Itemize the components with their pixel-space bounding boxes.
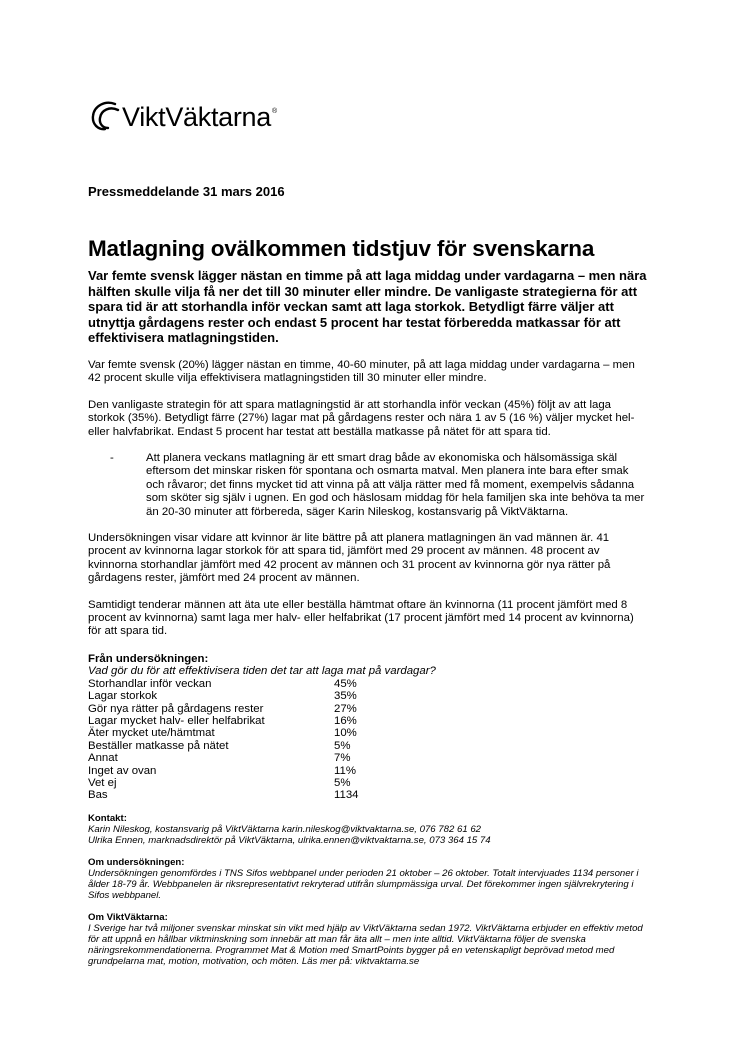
survey-table <box>88 653 648 802</box>
survey-row-value: 16% <box>334 714 357 727</box>
survey-row-label: Vet ej <box>88 776 117 789</box>
body-paragraph: Den vanligaste strategin för att spara matlagningstid är att storhandla inför veckan (45%) följt av att laga storkok (35%). Betydligt färre (27%) lagar mat på gårdagens rester och nära 1 av 5 (16 %) väljer mycket hel- eller halvfabrikat. Endast 5 procent har testat att beställa matkasse på nätet för att spara tid. <box>88 398 635 438</box>
survey-row <box>88 678 648 690</box>
survey-row <box>88 740 648 752</box>
press-release-body <box>88 184 648 967</box>
survey-row-label: Storhandlar inför veckan <box>88 677 212 690</box>
quote-block <box>88 452 648 519</box>
survey-row-value: 45% <box>334 677 357 690</box>
contact-line: Ulrika Ennen, marknadsdirektör på ViktVäktarna, ulrika.ennen@viktvaktarna.se, 073 364 15 74 <box>88 834 491 846</box>
survey-row-label: Lagar mycket halv- eller helfabrikat <box>88 714 265 727</box>
survey-row <box>88 690 648 702</box>
survey-row-value: 1134 <box>334 789 359 802</box>
about-survey-heading: Om undersökningen: <box>88 856 185 868</box>
survey-question: Vad gör du för att effektivisera tiden det tar att laga mat på vardagar? <box>88 665 436 678</box>
about-company-heading: Om ViktVäktarna: <box>88 911 168 923</box>
survey-row-value: 11% <box>334 764 356 777</box>
survey-row-label: Bas <box>88 789 108 802</box>
survey-row-value: 10% <box>334 727 357 740</box>
survey-heading: Från undersökningen: <box>88 652 209 665</box>
quote-text: Att planera veckans matlagning är ett smart drag både av ekonomiska och hälsomässiga skäl eftersom det minskar risken för spontana och osmarta matval. Men planera inte bara efter smak och råvaror; det finns mycket tid att vinna på att välja rätter med få moment, exempelvis sådanna som sköter sig själv i ugnen. En god och häslosam middag för hela familjen ska inte behöva ta mer än 20-30 minuter att förbereda, säger Karin Nileskog, kostansvarig på ViktVäktarna. <box>146 452 645 518</box>
page-title: Matlagning ovälkommen tidstjuv för svenskarna <box>88 236 595 261</box>
survey-row-value: 5% <box>334 776 351 789</box>
brand-logo <box>88 98 277 132</box>
body-paragraph: Var femte svensk (20%) lägger nästan en timme, 40-60 minuter, på att laga middag under vardagarna – men 42 procent skulle vilja effektivisera matlagningstiden till 30 minuter eller mindre. <box>88 358 635 385</box>
survey-row-label: Äter mycket ute/hämtmat <box>88 727 215 740</box>
survey-row <box>88 789 648 801</box>
survey-row-label: Beställer matkasse på nätet <box>88 739 229 752</box>
registered-mark: ® <box>272 108 278 115</box>
about-survey-text: Undersökningen genomfördes i TNS Sifos webbpanel under perioden 21 oktober – 26 oktober. Totalt intervjuades 1134 personer i ålder 18-79 år. Webbpanelen är riksrepresentativt rekryterad utifrån slumpmässiga urval. Det förekommer ingen självrekrytering i Sifos webbpanel. <box>88 867 639 901</box>
survey-row <box>88 777 648 789</box>
survey-row-value: 35% <box>334 690 357 703</box>
survey-row-value: 7% <box>334 752 351 765</box>
viktvaktarna-swirl-icon <box>88 98 120 132</box>
survey-row <box>88 703 648 715</box>
contact-line: Karin Nileskog, kostansvarig på ViktVäktarna karin.nileskog@viktvaktarna.se, 076 782 61 62 <box>88 823 481 835</box>
survey-row-value: 27% <box>334 702 357 715</box>
about-survey-section <box>88 857 648 901</box>
contact-heading: Kontakt: <box>88 812 127 824</box>
survey-row-label: Lagar storkok <box>88 690 158 703</box>
about-company-section <box>88 912 648 967</box>
survey-row <box>88 752 648 764</box>
lead-paragraph: Var femte svensk lägger nästan en timme på att laga middag under vardagarna – men nära hälften skulle vilja få ner det till 30 minuter eller mindre. De vanligaste strategierna för att spara tid är att storhandla inför veckan samt att laga storkok. Betydligt färre väljer att utnyttja gårdagens rester och endast 5 procent har testat förberedda matkassar för att effektivisera matlagningstiden. <box>88 268 647 346</box>
survey-row-value: 5% <box>334 739 351 752</box>
logo-wordmark: ViktVäktarna <box>122 102 271 132</box>
survey-row-label: Annat <box>88 752 118 765</box>
survey-row-label: Gör nya rätter på gårdagens rester <box>88 702 264 715</box>
quote-dash: - <box>110 452 114 464</box>
body-paragraph: Undersökningen visar vidare att kvinnor är lite bättre på att planera matlagningen än vad männen är. 41 procent av kvinnorna lagar storkok för att spara tid, jämfört med 29 procent av männen. 48 procent av kvinnorna storhandlar jämfört med 42 procent av männen och 31 procent av kvinnorna gör nya rätter på gårdagens rester, jämfört med 24 procent av männen. <box>88 532 611 585</box>
survey-row-label: Inget av ovan <box>88 764 157 777</box>
press-date: Pressmeddelande 31 mars 2016 <box>88 184 285 199</box>
body-paragraph: Samtidigt tenderar männen att äta ute eller beställa hämtmat oftare än kvinnorna (11 procent jämfört med 8 procent av kvinnorna) samt laga mer halv- eller helfabrikat (17 procent jämfört med 14 procent av kvinnorna) för att spara tid. <box>88 598 634 638</box>
survey-row <box>88 765 648 777</box>
survey-row <box>88 727 648 739</box>
contact-section <box>88 813 648 846</box>
about-company-text: I Sverige har två miljoner svenskar minskat sin vikt med hjälp av ViktVäktarna sedan 1972. ViktVäktarna erbjuder en effektiv metod för att uppnå en hållbar viktminskning som innebär att man får äta allt – men inte alltid. ViktVäktarna följer de svenska näringsrekommendationerna. Programmet Mat & Motion med SmartPoints bygger på en vetenskapligt beprövad metod med grundpelarna mat, motion, motivation, och möten. Läs mer på: viktvaktarna.se <box>88 922 643 967</box>
survey-row <box>88 715 648 727</box>
